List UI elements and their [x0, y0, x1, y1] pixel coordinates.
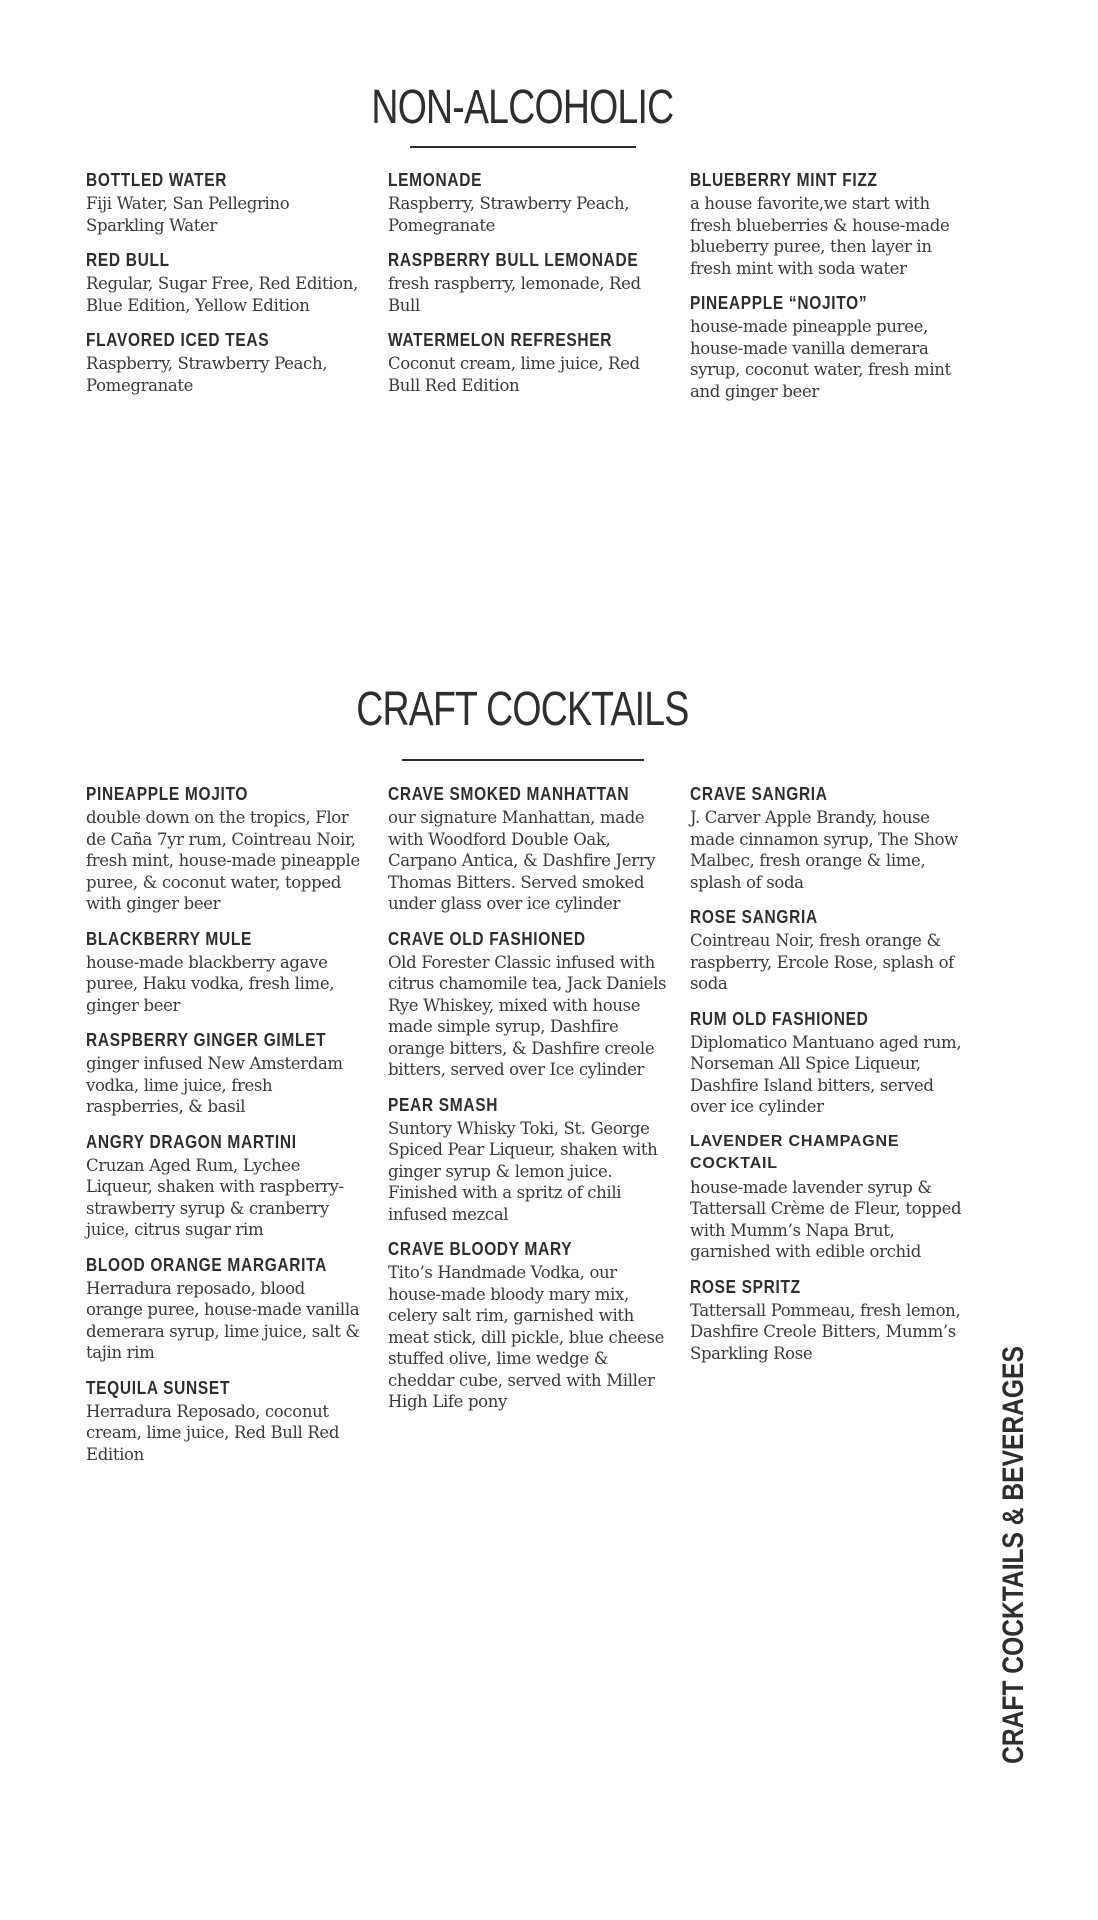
item-description: a house favorite,we start with fresh blueberries & house-made blueberry puree, then layer in fresh mint with soda water [690, 194, 950, 278]
item-name: CRAVE OLD FASHIONED [388, 928, 586, 949]
item-description: Cointreau Noir, fresh orange & raspberry, Ercole Rose, splash of soda [690, 931, 954, 993]
item-name: PINEAPPLE “NOJITO” [690, 293, 868, 313]
item-name: WATERMELON REFRESHER [388, 330, 613, 350]
menu-item [388, 1238, 668, 1413]
item-name: ANGRY DRAGON MARTINI [86, 1131, 297, 1152]
menu-item [690, 292, 970, 402]
menu-item [86, 1029, 366, 1118]
item-description: house-made blackberry agave puree, Haku vodka, fresh lime, ginger beer [86, 952, 335, 1015]
item-description: Coconut cream, lime juice, Red Bull Red Edition [388, 354, 640, 395]
item-description: double down on the tropics, Flor de Caña 7yr rum, Cointreau Noir, fresh mint, house-made pineapple puree, & coconut water, topped with ginger beer [86, 808, 360, 913]
item-name: CRAVE SANGRIA [690, 784, 828, 804]
craft-cocktails-column-3 [690, 783, 970, 1377]
non-alcoholic-column-1 [86, 169, 366, 409]
menu-item [690, 1131, 970, 1263]
item-description: Cruzan Aged Rum, Lychee Liqueur, shaken with raspberry-strawberry syrup & cranberry juice, citrus sugar rim [86, 1155, 344, 1239]
item-description: fresh raspberry, lemonade, Red Bull [388, 274, 641, 315]
menu-item [388, 329, 668, 396]
item-description: our signature Manhattan, made with Woodford Double Oak, Carpano Antica, & Dashfire Jerry Thomas Bitters. Served smoked under glass over ice cylinder [388, 808, 656, 913]
menu-item [690, 1008, 970, 1118]
item-description: J. Carver Apple Brandy, house made cinnamon syrup, The Show Malbec, fresh orange & lime, splash of soda [690, 808, 958, 892]
item-description: Fiji Water, San Pellegrino Sparkling Water [86, 194, 290, 235]
item-description: Regular, Sugar Free, Red Edition, Blue Edition, Yellow Edition [86, 274, 358, 315]
menu-item [388, 783, 668, 915]
item-description: Herradura reposado, blood orange puree, house-made vanilla demerara syrup, lime juice, salt & tajin rim [86, 1278, 360, 1362]
menu-item [86, 249, 366, 316]
item-name: CRAVE BLOODY MARY [388, 1239, 573, 1259]
menu-item [86, 1254, 366, 1364]
item-name: PEAR SMASH [388, 1094, 499, 1115]
non-alcoholic-column-3 [690, 169, 970, 415]
craft-cocktails-column-2 [388, 783, 668, 1426]
menu-item [86, 1131, 366, 1241]
item-name: FLAVORED ICED TEAS [86, 330, 270, 350]
menu-item [86, 1377, 366, 1466]
item-description: house-made pineapple puree, house-made vanilla demerara syrup, coconut water, fresh mint and ginger beer [690, 317, 951, 401]
item-name: RED BULL [86, 250, 170, 270]
item-name: LAVENDER CHAMPAGNE COCKTAIL [690, 1132, 900, 1172]
non-alcoholic-title: NON-ALCOHOLIC [371, 81, 674, 134]
menu-item [86, 783, 366, 915]
item-name: BOTTLED WATER [86, 170, 228, 190]
item-name: RASPBERRY BULL LEMONADE [388, 250, 639, 270]
item-description: Diplomatico Mantuano aged rum, Norseman All Spice Liqueur, Dashfire Island bitters, served over ice cylinder [690, 1032, 962, 1116]
item-description: Raspberry, Strawberry Peach, Pomegranate [86, 354, 328, 395]
item-name: CRAVE SMOKED MANHATTAN [388, 784, 630, 804]
item-name: ROSE SPRITZ [690, 1276, 801, 1297]
item-name: BLUEBERRY MINT FIZZ [690, 170, 878, 190]
menu-item [690, 1276, 970, 1365]
item-name: BLOOD ORANGE MARGARITA [86, 1254, 328, 1275]
item-description: ginger infused New Amsterdam vodka, lime juice, fresh raspberries, & basil [86, 1054, 343, 1116]
item-name: LEMONADE [388, 170, 483, 190]
side-label: CRAFT COCKTAILS & BEVERAGES [997, 1346, 1030, 1764]
craft-cocktails-underline [402, 759, 644, 761]
item-description: Old Forester Classic infused with citrus chamomile tea, Jack Daniels Rye Whiskey, mixed with house made simple syrup, Dashfire orange bitters, & Dashfire creole bitters, served over Ice cylinder [388, 952, 667, 1079]
menu-item [388, 1094, 668, 1226]
item-name: BLACKBERRY MULE [86, 928, 252, 949]
menu-item [86, 928, 366, 1017]
menu-item [388, 928, 668, 1081]
craft-cocktails-title: CRAFT COCKTAILS [356, 683, 689, 736]
item-description: house-made lavender syrup & Tattersall Crème de Fleur, topped with Mumm’s Napa Brut, garnished with edible orchid [690, 1177, 962, 1261]
menu-item [690, 169, 970, 279]
item-description: Raspberry, Strawberry Peach, Pomegranate [388, 194, 630, 235]
item-name: PINEAPPLE MOJITO [86, 784, 249, 804]
menu-item [690, 906, 970, 995]
item-description: Tattersall Pommeau, fresh lemon, Dashfire Creole Bitters, Mumm’s Sparkling Rose [690, 1300, 961, 1363]
menu-item [690, 783, 970, 893]
item-description: Suntory Whisky Toki, St. George Spiced Pear Liqueur, shaken with ginger syrup & lemon juice. Finished with a spritz of chili infused mezcal [388, 1118, 658, 1224]
craft-cocktails-column-1 [86, 783, 366, 1478]
menu-item [86, 169, 366, 236]
non-alcoholic-underline [410, 146, 636, 148]
item-name: TEQUILA SUNSET [86, 1377, 231, 1398]
non-alcoholic-column-2 [388, 169, 668, 409]
item-name: RUM OLD FASHIONED [690, 1008, 869, 1029]
menu-item [388, 249, 668, 316]
item-name: RASPBERRY GINGER GIMLET [86, 1030, 327, 1050]
item-name: ROSE SANGRIA [690, 907, 818, 927]
menu-item [86, 329, 366, 396]
item-description: Tito’s Handmade Vodka, our house-made bloody mary mix, celery salt rim, garnished with meat stick, dill pickle, blue cheese stuffed olive, lime wedge & cheddar cube, served with Miller High Life pony [388, 1263, 664, 1411]
menu-item [388, 169, 668, 236]
item-description: Herradura Reposado, coconut cream, lime juice, Red Bull Red Edition [86, 1401, 340, 1464]
